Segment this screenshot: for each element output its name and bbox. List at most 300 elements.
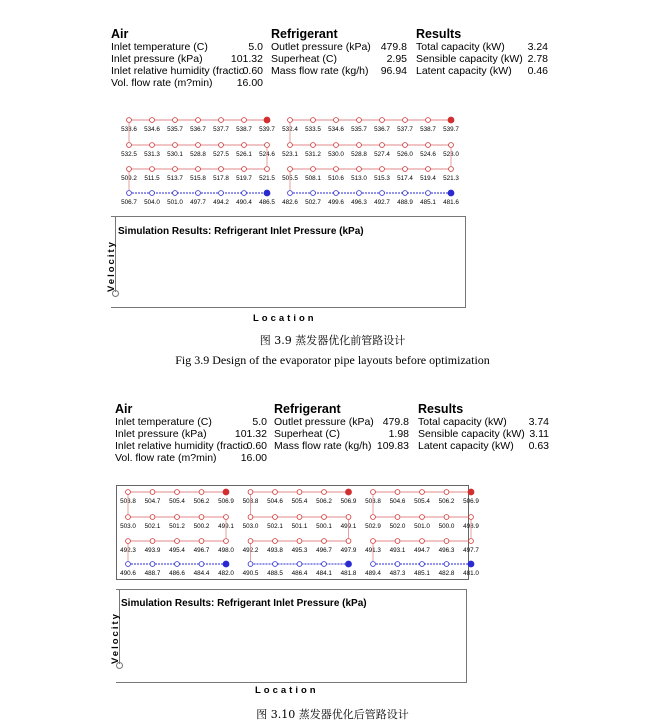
tube-node <box>127 191 132 196</box>
pressure-label: 536.7 <box>374 126 390 133</box>
pressure-label: 492.2 <box>242 547 259 554</box>
pressure-label: 498.9 <box>463 523 479 530</box>
pressure-label: 486.5 <box>259 199 275 206</box>
tube-node <box>449 143 454 148</box>
pipe-layout-diagram <box>111 113 471 208</box>
tube-node <box>126 562 131 567</box>
results-value: 3.74 <box>528 416 549 428</box>
results-title: Results <box>416 27 462 41</box>
pressure-label: 481.0 <box>463 570 479 577</box>
pressure-label: 503.0 <box>242 523 259 530</box>
air-label: Inlet relative humidity (fractio <box>115 440 249 452</box>
refrigerant-label: Outlet pressure (kPa) <box>271 41 371 53</box>
tube-node <box>334 191 339 196</box>
tube-node <box>380 118 385 123</box>
refrigerant-label: Superheat (C) <box>271 53 337 65</box>
pressure-label: 502.7 <box>305 199 321 206</box>
tube-node <box>403 191 408 196</box>
refrigerant-label: Outlet pressure (kPa) <box>274 416 374 428</box>
pressure-label: 484.4 <box>193 570 210 577</box>
pressure-label: 497.7 <box>463 547 479 554</box>
pressure-label: 497.9 <box>340 547 357 554</box>
pressure-label: 502.1 <box>144 523 161 530</box>
pressure-label: 503.8 <box>365 498 381 505</box>
pressure-label: 485.1 <box>414 570 430 577</box>
pressure-label: 531.3 <box>144 151 160 158</box>
tube-node <box>273 490 278 495</box>
air-title: Air <box>111 27 129 41</box>
tube-node <box>150 539 155 544</box>
results-value: 3.24 <box>527 41 548 53</box>
pressure-label: 524.6 <box>259 151 275 158</box>
air-value: 101.32 <box>234 428 267 440</box>
refrigerant-value: 109.83 <box>376 440 409 452</box>
refrigerant-label: Superheat (C) <box>274 428 340 440</box>
pressure-label: 537.7 <box>213 126 229 133</box>
tube-node <box>380 191 385 196</box>
tube-node <box>196 143 201 148</box>
refrigerant-title: Refrigerant <box>274 402 341 416</box>
tube-node <box>273 515 278 520</box>
pressure-label: 499.6 <box>328 199 344 206</box>
tube-node <box>420 539 425 544</box>
tube-node <box>265 143 270 148</box>
pressure-label: 538.7 <box>420 126 436 133</box>
tube-node <box>469 539 474 544</box>
tube-node <box>371 490 376 495</box>
pressure-label: 539.7 <box>443 126 459 133</box>
tube-node <box>150 143 155 148</box>
inlet-node <box>264 190 270 196</box>
pressure-label: 499.1 <box>340 523 357 530</box>
inlet-node <box>468 561 474 567</box>
tube-node <box>426 143 431 148</box>
refrigerant-panel <box>274 402 409 452</box>
tube-node <box>444 562 449 567</box>
pressure-label: 496.3 <box>438 547 455 554</box>
velocity-axis-label: Velocity <box>110 612 121 664</box>
refrigerant-title: Refrigerant <box>271 27 338 41</box>
pressure-label: 504.7 <box>144 498 161 505</box>
tube-node <box>420 515 425 520</box>
refrigerant-value: 1.98 <box>388 428 409 440</box>
pressure-label: 513.0 <box>351 175 367 182</box>
pressure-label: 506.9 <box>463 498 479 505</box>
tube-node <box>403 118 408 123</box>
air-label: Vol. flow rate (m?min) <box>115 452 217 464</box>
air-value: 5.0 <box>248 41 263 53</box>
tube-node <box>444 515 449 520</box>
air-value: 0.60 <box>246 440 267 452</box>
tube-node <box>173 191 178 196</box>
tube-node <box>219 118 224 123</box>
tube-node <box>297 490 302 495</box>
tube-node <box>322 539 327 544</box>
tube-node <box>196 118 201 123</box>
air-panel <box>115 402 267 464</box>
pressure-label: 538.7 <box>236 126 252 133</box>
figure-caption-cn: 图 3.10 蒸发器优化后管路设计 <box>256 708 409 721</box>
pressure-label: 492.3 <box>120 547 136 554</box>
pressure-label: 536.7 <box>190 126 206 133</box>
tube-node <box>357 191 362 196</box>
tube-node <box>371 539 376 544</box>
pressure-label: 505.4 <box>414 498 430 505</box>
pressure-label: 509.2 <box>121 175 137 182</box>
pressure-label: 504.6 <box>267 498 283 505</box>
pressure-label: 490.6 <box>120 570 136 577</box>
tube-node <box>242 191 247 196</box>
tube-node <box>242 143 247 148</box>
pressure-label: 482.0 <box>218 570 234 577</box>
tube-node <box>175 490 180 495</box>
tube-node <box>265 167 270 172</box>
pressure-label: 510.6 <box>328 175 344 182</box>
pressure-label: 482.6 <box>282 199 298 206</box>
pressure-label: 503.8 <box>242 498 259 505</box>
tube-node <box>150 562 155 567</box>
pressure-label: 528.8 <box>190 151 206 158</box>
results-label: Sensible capacity (kW) <box>418 428 525 440</box>
tube-node <box>371 515 376 520</box>
pressure-label: 521.5 <box>259 175 275 182</box>
outlet-node <box>468 489 474 495</box>
refrigerant-value: 2.95 <box>386 53 407 65</box>
tube-node <box>126 539 131 544</box>
tube-node <box>150 490 155 495</box>
tube-node <box>322 562 327 567</box>
pressure-label: 481.6 <box>443 199 459 206</box>
pressure-label: 492.7 <box>374 199 390 206</box>
pressure-label: 503.0 <box>120 523 136 530</box>
tube-node <box>357 167 362 172</box>
tube-node <box>346 515 351 520</box>
air-label: Inlet relative humidity (fractio <box>111 65 245 77</box>
pressure-label: 506.2 <box>316 498 332 505</box>
pressure-label: 528.8 <box>351 151 367 158</box>
pressure-label: 500.2 <box>193 523 210 530</box>
pressure-label: 534.6 <box>144 126 160 133</box>
results-title: Results <box>418 402 464 416</box>
air-value: 16.00 <box>240 452 267 464</box>
pressure-label: 515.8 <box>190 175 206 182</box>
tube-node <box>224 515 229 520</box>
tube-node <box>311 143 316 148</box>
inlet-node <box>448 190 454 196</box>
tube-node <box>219 143 224 148</box>
pressure-label: 489.4 <box>365 570 381 577</box>
tube-node <box>380 143 385 148</box>
results-value: 0.46 <box>527 65 548 77</box>
tube-node <box>248 490 253 495</box>
pressure-label: 506.7 <box>121 199 137 206</box>
tube-node <box>127 118 132 123</box>
pressure-label: 484.1 <box>316 570 332 577</box>
pressure-label: 526.1 <box>236 151 252 158</box>
tube-node <box>311 191 316 196</box>
pressure-label: 524.6 <box>420 151 436 158</box>
tube-node <box>199 539 204 544</box>
pressure-label: 533.6 <box>121 126 137 133</box>
pressure-label: 487.3 <box>389 570 406 577</box>
simulation-title: Simulation Results: Refrigerant Inlet Pressure (kPa) <box>121 598 367 609</box>
pressure-label: 486.4 <box>291 570 308 577</box>
figure-caption-en: Fig 3.9 Design of the evaporator pipe layouts before optimization <box>175 353 490 367</box>
pressure-label: 515.3 <box>374 175 390 182</box>
air-label: Vol. flow rate (m?min) <box>111 77 213 89</box>
pressure-label: 490.5 <box>242 570 259 577</box>
pressure-label: 502.0 <box>389 523 406 530</box>
outlet-node <box>448 117 454 123</box>
tube-node <box>426 191 431 196</box>
pressure-label: 506.9 <box>218 498 234 505</box>
air-value: 101.32 <box>230 53 263 65</box>
pressure-label: 526.0 <box>397 151 413 158</box>
pressure-label: 488.5 <box>267 570 283 577</box>
refrigerant-value: 479.8 <box>382 416 409 428</box>
tube-node <box>426 167 431 172</box>
tube-node <box>311 118 316 123</box>
pressure-label: 517.4 <box>397 175 413 182</box>
tube-node <box>219 191 224 196</box>
pressure-label: 519.7 <box>236 175 252 182</box>
refrigerant-panel <box>271 27 407 77</box>
results-label: Sensible capacity (kW) <box>416 53 523 65</box>
air-title: Air <box>115 402 133 416</box>
results-panel <box>416 27 548 77</box>
tube-node <box>403 167 408 172</box>
tube-node <box>469 515 474 520</box>
tube-node <box>420 562 425 567</box>
tube-node <box>242 118 247 123</box>
tube-node <box>175 539 180 544</box>
pipe-layout-diagram <box>116 487 479 580</box>
tube-node <box>395 539 400 544</box>
refrigerant-value: 96.94 <box>380 65 407 77</box>
tube-node <box>248 539 253 544</box>
pressure-label: 523.1 <box>282 151 298 158</box>
tube-node <box>395 490 400 495</box>
tube-node <box>334 118 339 123</box>
pressure-label: 505.5 <box>282 175 298 182</box>
pressure-label: 539.7 <box>259 126 275 133</box>
tube-node <box>224 539 229 544</box>
results-value: 3.11 <box>529 428 549 440</box>
results-label: Latent capacity (kW) <box>416 65 512 77</box>
tube-node <box>395 515 400 520</box>
tube-node <box>219 167 224 172</box>
pressure-label: 493.9 <box>144 547 161 554</box>
pressure-label: 519.4 <box>420 175 436 182</box>
pressure-label: 505.4 <box>169 498 185 505</box>
tube-node <box>150 167 155 172</box>
air-label: Inlet temperature (C) <box>115 416 212 428</box>
pressure-label: 493.8 <box>267 547 283 554</box>
pressure-label: 504.6 <box>389 498 406 505</box>
pressure-label: 502.9 <box>365 523 381 530</box>
tube-node <box>199 562 204 567</box>
pressure-label: 481.8 <box>340 570 357 577</box>
simulation-title: Simulation Results: Refrigerant Inlet Pressure (kPa) <box>118 226 364 237</box>
tube-node <box>426 118 431 123</box>
pressure-label: 493.1 <box>389 547 406 554</box>
pressure-label: 495.3 <box>291 547 308 554</box>
pressure-label: 537.7 <box>397 126 413 133</box>
results-label: Total capacity (kW) <box>416 41 505 53</box>
tube-node <box>297 539 302 544</box>
refrigerant-label: Mass flow rate (kg/h) <box>271 65 369 77</box>
tube-node <box>346 539 351 544</box>
pressure-label: 504.0 <box>144 199 160 206</box>
pressure-label: 535.7 <box>167 126 183 133</box>
tube-node <box>403 143 408 148</box>
pressure-label: 530.0 <box>328 151 344 158</box>
tube-node <box>311 167 316 172</box>
pressure-label: 530.1 <box>167 151 183 158</box>
tube-node <box>199 515 204 520</box>
tube-node <box>288 191 293 196</box>
pressure-label: 482.8 <box>438 570 455 577</box>
tube-node <box>322 515 327 520</box>
tube-node <box>173 167 178 172</box>
tube-node <box>273 562 278 567</box>
tube-node <box>371 562 376 567</box>
pressure-label: 490.4 <box>236 199 252 206</box>
tube-node <box>196 167 201 172</box>
pressure-label: 494.7 <box>414 547 430 554</box>
figure-caption-cn: 图 3.9 蒸发器优化前管路设计 <box>259 334 406 347</box>
pressure-label: 506.2 <box>438 498 455 505</box>
tube-node <box>173 118 178 123</box>
tube-node <box>380 167 385 172</box>
refrigerant-value: 479.8 <box>380 41 407 53</box>
pressure-label: 501.0 <box>414 523 430 530</box>
pressure-label: 496.7 <box>193 547 210 554</box>
pressure-label: 534.6 <box>328 126 344 133</box>
outlet-node <box>264 117 270 123</box>
location-axis-label: Location <box>253 313 317 324</box>
pressure-label: 523.0 <box>443 151 459 158</box>
tube-node <box>334 167 339 172</box>
pressure-label: 488.9 <box>397 199 413 206</box>
results-label: Latent capacity (kW) <box>418 440 514 452</box>
pressure-label: 488.7 <box>144 570 161 577</box>
tube-node <box>248 515 253 520</box>
pressure-label: 532.5 <box>121 151 137 158</box>
pressure-label: 485.1 <box>420 199 436 206</box>
pressure-label: 532.4 <box>282 126 298 133</box>
results-panel <box>418 402 549 452</box>
pressure-label: 486.6 <box>169 570 185 577</box>
air-label: Inlet pressure (kPa) <box>115 428 207 440</box>
inlet-node <box>223 561 229 567</box>
tube-node <box>444 490 449 495</box>
pressure-label: 499.1 <box>218 523 234 530</box>
pressure-label: 531.2 <box>305 151 321 158</box>
tube-node <box>288 167 293 172</box>
tube-node <box>297 515 302 520</box>
tube-node <box>173 143 178 148</box>
tube-node <box>420 490 425 495</box>
velocity-axis-label: Velocity <box>106 240 117 292</box>
tube-node <box>196 191 201 196</box>
outlet-node <box>346 489 352 495</box>
tube-node <box>126 515 131 520</box>
pressure-label: 505.4 <box>291 498 308 505</box>
outlet-node <box>223 489 229 495</box>
pressure-label: 506.9 <box>340 498 357 505</box>
air-value: 16.00 <box>236 77 263 89</box>
air-value: 0.60 <box>242 65 263 77</box>
pressure-label: 508.1 <box>305 175 321 182</box>
pressure-label: 535.7 <box>351 126 367 133</box>
pressure-label: 502.1 <box>267 523 283 530</box>
tube-node <box>288 118 293 123</box>
pressure-label: 513.7 <box>167 175 183 182</box>
pressure-label: 496.3 <box>351 199 367 206</box>
tube-node <box>126 490 131 495</box>
results-label: Total capacity (kW) <box>418 416 507 428</box>
tube-node <box>444 539 449 544</box>
tube-node <box>273 539 278 544</box>
pressure-label: 500.1 <box>316 523 332 530</box>
pressure-label: 533.5 <box>305 126 321 133</box>
tube-node <box>175 562 180 567</box>
tube-node <box>248 562 253 567</box>
tube-node <box>288 143 293 148</box>
pressure-label: 527.5 <box>213 151 229 158</box>
tube-node <box>449 167 454 172</box>
pressure-label: 517.8 <box>213 175 229 182</box>
tube-node <box>150 515 155 520</box>
results-value: 2.78 <box>527 53 548 65</box>
location-axis-label: Location <box>255 685 319 696</box>
pressure-label: 494.2 <box>213 199 229 206</box>
tube-node <box>199 490 204 495</box>
tube-node <box>150 118 155 123</box>
refrigerant-label: Mass flow rate (kg/h) <box>274 440 372 452</box>
air-value: 5.0 <box>252 416 267 428</box>
tube-node <box>297 562 302 567</box>
pressure-label: 503.8 <box>120 498 136 505</box>
pressure-label: 501.2 <box>169 523 185 530</box>
pressure-label: 497.7 <box>190 199 206 206</box>
inlet-node <box>346 561 352 567</box>
pressure-label: 491.3 <box>365 547 381 554</box>
pressure-label: 501.0 <box>167 199 183 206</box>
tube-node <box>322 490 327 495</box>
air-label: Inlet temperature (C) <box>111 41 208 53</box>
tube-node <box>127 167 132 172</box>
pressure-label: 521.3 <box>443 175 459 182</box>
tube-node <box>357 143 362 148</box>
tube-node <box>150 191 155 196</box>
tube-node <box>357 118 362 123</box>
pressure-label: 506.2 <box>193 498 210 505</box>
pressure-label: 496.7 <box>316 547 332 554</box>
tube-node <box>242 167 247 172</box>
air-label: Inlet pressure (kPa) <box>111 53 203 65</box>
air-panel <box>111 27 263 89</box>
pressure-label: 498.0 <box>218 547 234 554</box>
pressure-label: 501.1 <box>291 523 308 530</box>
results-value: 0.63 <box>528 440 549 452</box>
tube-node <box>127 143 132 148</box>
pressure-label: 527.4 <box>374 151 390 158</box>
pressure-label: 511.5 <box>144 175 160 182</box>
tube-node <box>395 562 400 567</box>
pressure-label: 495.4 <box>169 547 185 554</box>
